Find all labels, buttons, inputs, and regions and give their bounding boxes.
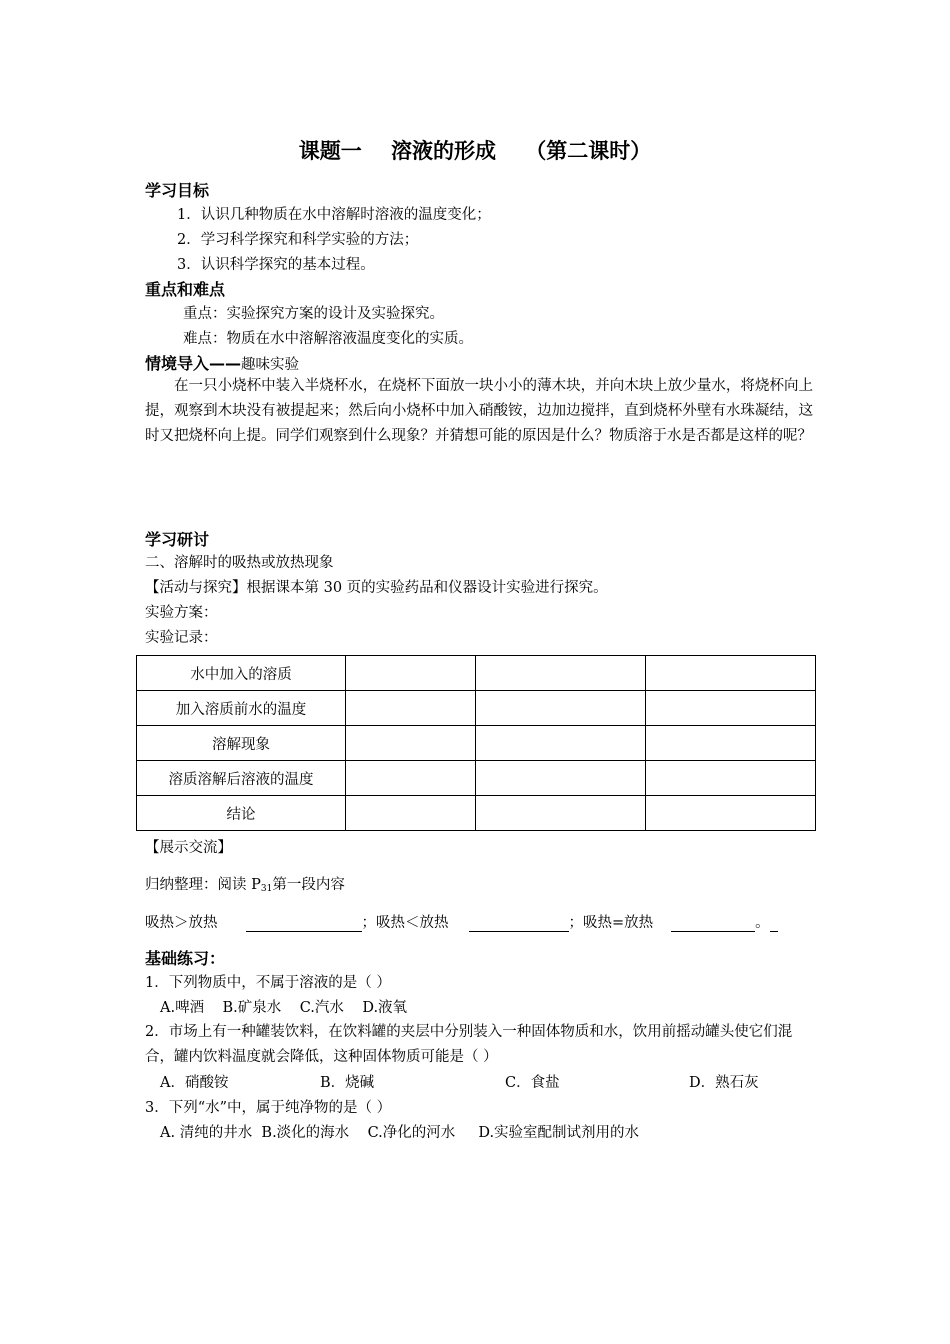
table-cell[interactable] [476, 656, 646, 691]
table-cell[interactable] [476, 796, 646, 831]
objective-item: 3．认识科学探究的基本过程。 [177, 257, 375, 273]
row-label: 溶解现象 [137, 726, 346, 761]
table-cell[interactable] [346, 726, 476, 761]
summary-suffix: 第一段内容 [272, 877, 345, 893]
table-cell[interactable] [476, 761, 646, 796]
blank1-label: 吸热＞放热 [145, 915, 218, 931]
fill-blank[interactable] [770, 915, 778, 932]
record-table [136, 655, 816, 831]
row-label: 结论 [137, 796, 346, 831]
question-1: 1．下列物质中，不属于溶液的是（ ） [145, 975, 391, 991]
table-cell[interactable] [646, 691, 816, 726]
difficult-point: 难点：物质在水中溶解溶液温度变化的实质。 [183, 331, 473, 347]
fill-blank[interactable] [671, 915, 755, 932]
section-title: 二、溶解时的吸热或放热现象 [145, 555, 334, 571]
fill-blank[interactable] [246, 915, 362, 932]
table-cell[interactable] [476, 726, 646, 761]
question-2: 2．市场上有一种罐装饮料，在饮料罐的夹层中分别装入一种固体物质和水，饮用前摇动罐头使它们混合，罐内饮料温度就会降低，这种固体物质可能是（ ） [145, 1024, 793, 1065]
q2-option-b: B．烧碱 [320, 1075, 375, 1091]
exchange-label: 【展示交流】 [145, 840, 232, 856]
page-title: 课题一 溶液的形成 （第二课时） [298, 139, 652, 163]
intro-heading: 情境导入—— [145, 354, 242, 373]
objective-item: 1．认识几种物质在水中溶解时溶液的温度变化； [177, 207, 491, 223]
table-row [137, 796, 816, 831]
table-cell[interactable] [646, 796, 816, 831]
table-cell[interactable] [346, 656, 476, 691]
question-3-options: A. 清纯的井水 B.淡化的海水 C.净化的河水 D.实验室配制试剂用的水 [160, 1125, 640, 1141]
fill-blank[interactable] [469, 915, 569, 932]
q2-option-a: A．硝酸铵 [160, 1075, 229, 1091]
end-mark: 。 [755, 915, 770, 931]
keypoints-heading: 重点和难点 [145, 280, 226, 299]
activity-text: 【活动与探究】根据课本第 30 页的实验药品和仪器设计实验进行探究。 [145, 580, 608, 596]
question-3: 3．下列“水”中，属于纯净物的是（ ） [145, 1100, 392, 1116]
record-label: 实验记录： [145, 630, 218, 646]
objective-item: 2．学习科学探究和科学实验的方法； [177, 232, 419, 248]
table-row [137, 691, 816, 726]
intro-heading-line [145, 351, 299, 374]
table-cell[interactable] [646, 761, 816, 796]
exercises-heading: 基础练习： [145, 949, 226, 968]
table-cell[interactable] [346, 761, 476, 796]
fill-line [145, 911, 778, 932]
sep2: ；吸热=放热 [568, 915, 654, 931]
q2-option-d: D．熟石灰 [689, 1075, 759, 1091]
study-heading: 学习研讨 [145, 530, 210, 549]
q2-option-c: C．食盐 [505, 1075, 560, 1091]
row-label: 加入溶质前水的温度 [137, 691, 346, 726]
objectives-heading: 学习目标 [145, 181, 210, 200]
summary-page: 31 [260, 884, 273, 894]
table-cell[interactable] [346, 691, 476, 726]
table-cell[interactable] [646, 726, 816, 761]
key-point: 重点：实验探究方案的设计及实验探究。 [183, 306, 444, 322]
table-row [137, 726, 816, 761]
table-cell[interactable] [346, 796, 476, 831]
summary-prefix: 归纳整理：阅读 P [145, 877, 261, 893]
table-row [137, 761, 816, 796]
summary-line [145, 873, 345, 894]
table-row [137, 656, 816, 691]
row-label: 水中加入的溶质 [137, 656, 346, 691]
intro-subheading: 趣味实验 [241, 357, 300, 373]
intro-paragraph: 在一只小烧杯中装入半烧杯水，在烧杯下面放一块小小的薄木块，并向木块上放少量水，将烧杯向上提，观察到木块没有被提起来；然后向小烧杯中加入硝酸铵，边加边搅拌，直到烧杯外壁有水珠凝结，这时又把烧杯向上提。同学们观察到什么现象？并猜想可能的原因是什么？物质溶于水是否都是这样的呢？ [145, 378, 813, 444]
table-cell[interactable] [646, 656, 816, 691]
sep1: ；吸热＜放热 [361, 915, 449, 931]
plan-label: 实验方案： [145, 605, 218, 621]
table-cell[interactable] [476, 691, 646, 726]
row-label: 溶质溶解后溶液的温度 [137, 761, 346, 796]
question-1-options: A.啤酒 B.矿泉水 C.汽水 D.液氧 [160, 1000, 408, 1016]
